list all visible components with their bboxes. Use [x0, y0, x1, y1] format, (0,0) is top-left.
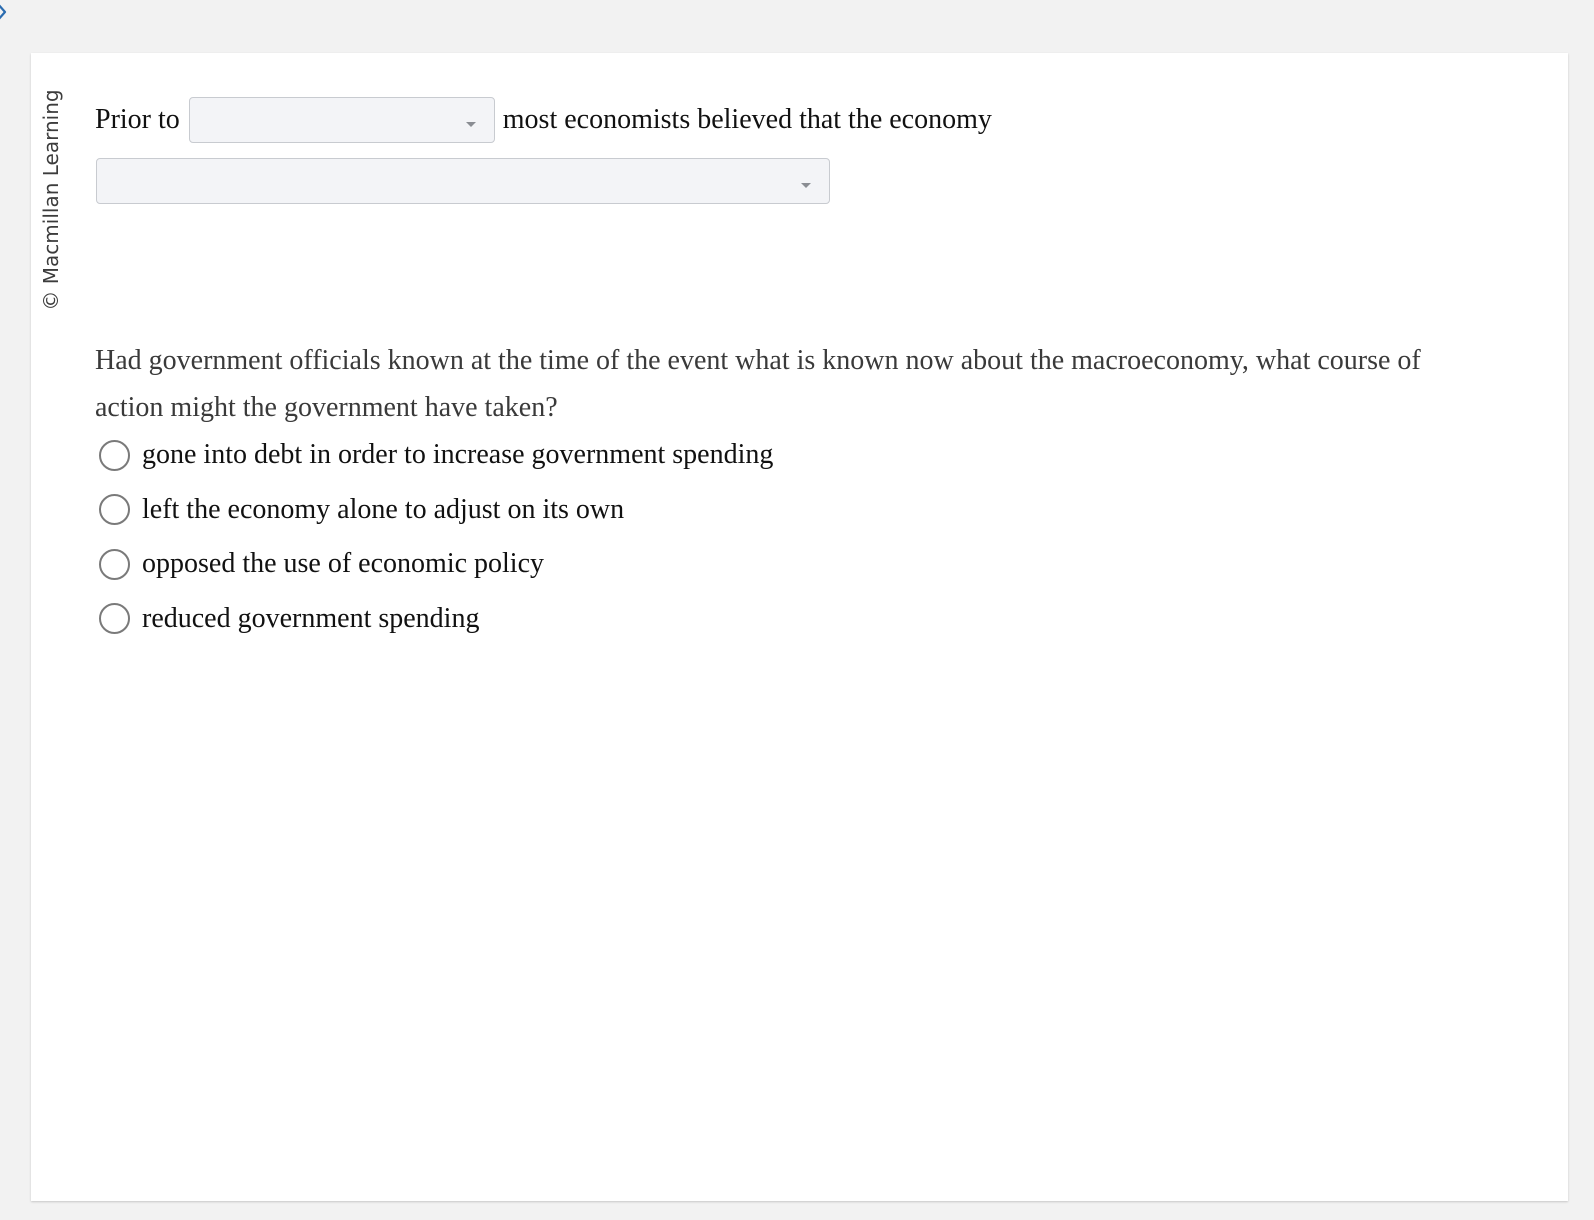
radio-button[interactable] [99, 603, 130, 634]
caret-down-icon [466, 122, 476, 127]
answer-options [99, 428, 773, 646]
answer-option-label: opposed the use of economic policy [142, 548, 545, 580]
event-dropdown[interactable] [189, 97, 495, 143]
copyright-watermark: © Macmillan Learning [39, 89, 63, 311]
question-text: Had government officials known at the time of the event what is known now about the macroeconomy, what course of action might the government have taken? [95, 345, 1421, 423]
radio-button[interactable] [99, 440, 130, 471]
prompt-line [95, 96, 992, 143]
radio-button[interactable] [99, 549, 130, 580]
prompt-after-text: most economists believed that the economy [502, 103, 992, 135]
answer-option[interactable] [99, 537, 773, 592]
answer-option[interactable] [99, 592, 773, 647]
answer-option[interactable] [99, 428, 773, 483]
caret-down-icon [801, 183, 811, 188]
chevron-right-icon[interactable] [0, 0, 10, 24]
answer-option-label: reduced government spending [142, 602, 480, 634]
radio-button[interactable] [99, 494, 130, 525]
question-panel [31, 53, 1568, 1201]
answer-option-label: left the economy alone to adjust on its own [142, 493, 625, 525]
answer-option-label: gone into debt in order to increase government spending [142, 439, 774, 471]
answer-option[interactable] [99, 483, 773, 538]
prompt-before-text: Prior to [95, 103, 180, 135]
economy-belief-dropdown[interactable] [96, 158, 830, 204]
